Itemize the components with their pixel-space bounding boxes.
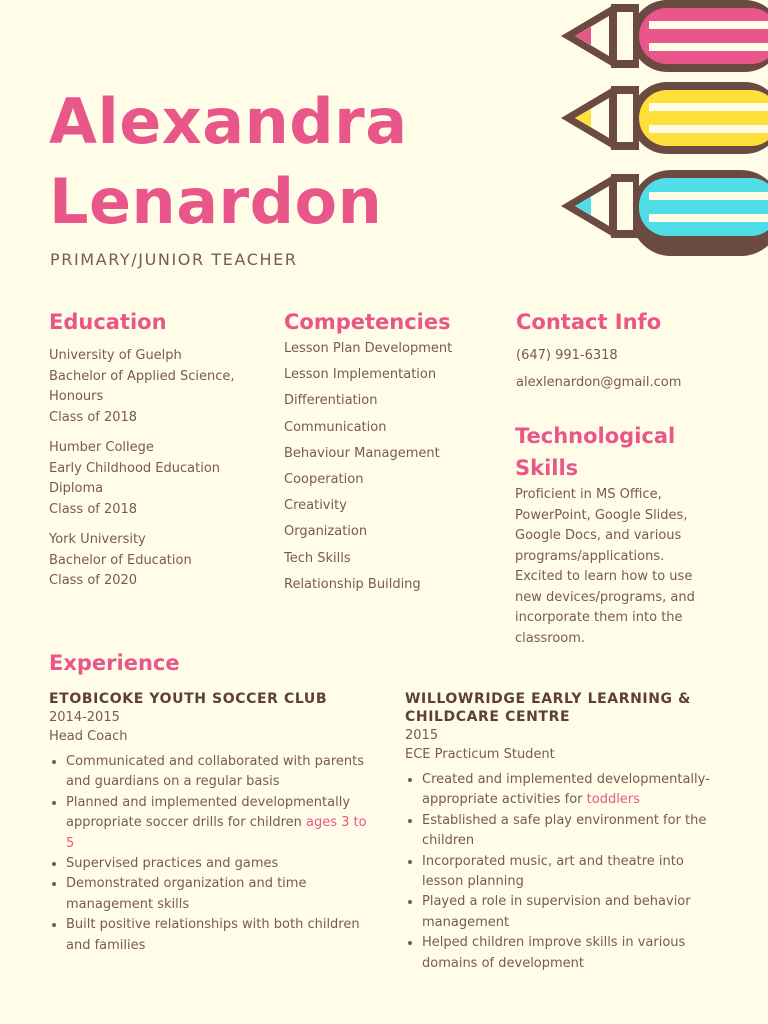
job-years: 2015 [405, 728, 439, 743]
duty-text: Played a role in supervision and behavior management [422, 894, 691, 930]
education-entry [49, 530, 264, 592]
job-duties-list [405, 770, 720, 974]
duty-text: Helped children improve skills in various domains of development [422, 935, 686, 971]
education-line: Class of 2018 [49, 501, 138, 517]
pencil-yellow [561, 82, 768, 154]
contact-heading: Contact Info [516, 310, 662, 334]
duty-item [422, 770, 720, 811]
applicant-name [49, 82, 408, 242]
duty-item [66, 854, 369, 874]
duty-text: Demonstrated organization and time management skills [66, 876, 307, 912]
tech-skills-line: PowerPoint, Google Slides, [515, 507, 688, 523]
job-entry-soccer [49, 690, 369, 956]
duty-item [66, 915, 369, 956]
tech-skills-line: programs/applications. [515, 548, 665, 564]
duty-item [66, 793, 369, 854]
duty-text: Created and implemented developmentally-appropriate activities for [422, 772, 710, 808]
phone-number[interactable]: (647) 991-6318 [516, 348, 618, 363]
duty-text: Established a safe play environment for the children [422, 812, 707, 849]
duty-item [422, 852, 720, 893]
tech-skills-section [515, 420, 745, 649]
education-section [49, 306, 264, 602]
tech-skills-heading [515, 420, 745, 484]
job-years: 2014-2015 [49, 710, 120, 725]
competency-item: Differentiation [284, 393, 378, 409]
duty-item [66, 874, 369, 915]
duty-item [422, 892, 720, 933]
duty-text: Communicated and collaborated with parents and guardians on a regular basis [66, 754, 365, 790]
contact-section [516, 306, 746, 393]
contact-details [516, 346, 746, 393]
competencies-list [284, 339, 499, 601]
job-role-title: PRIMARY/JUNIOR TEACHER [50, 250, 298, 269]
duty-highlight: ages 3 to 5 [66, 815, 367, 851]
competencies-section [284, 306, 499, 601]
education-line: Bachelor of Applied Science, [49, 368, 235, 384]
education-line: Bachelor of Education [49, 552, 192, 568]
education-line: Class of 2018 [49, 409, 138, 425]
duty-item [422, 811, 720, 852]
tech-skills-line: Excited to learn how to use [515, 569, 693, 584]
competency-item: Tech Skills [284, 550, 351, 566]
duty-text: Supervised practices and games [66, 856, 279, 872]
job-entry-willowridge [405, 690, 720, 974]
job-duties-list [49, 752, 369, 956]
education-line: Diploma [49, 481, 104, 496]
email-address[interactable]: alexlenardon@gmail.com [516, 374, 682, 390]
duty-item [66, 752, 369, 793]
competency-item: Cooperation [284, 471, 364, 487]
tech-skills-line: Proficient in MS Office, [515, 487, 662, 502]
job-title-line: WILLOWRIDGE EARLY LEARNING & [405, 691, 691, 707]
experience-heading: Experience [49, 651, 180, 675]
competency-item: Lesson Plan Development [284, 341, 453, 356]
competency-item: Behaviour Management [284, 445, 440, 461]
education-line: Honours [49, 389, 104, 404]
competency-item: Lesson Implementation [284, 367, 437, 383]
competencies-heading: Competencies [284, 310, 451, 334]
duty-text: Planned and implemented developmentally appropriate soccer drills for children [66, 794, 351, 831]
education-entry [49, 346, 264, 428]
education-entry [49, 438, 264, 520]
job-title-line: CHILDCARE CENTRE [405, 709, 571, 725]
duty-item [422, 933, 720, 974]
tech-skills-heading-line: Skills [515, 456, 579, 480]
tech-skills-heading-line: Technological [515, 424, 676, 448]
education-line: Humber College [49, 440, 154, 455]
pencils-icon [553, 0, 768, 269]
job-role: Head Coach [49, 729, 128, 744]
education-line: Class of 2020 [49, 573, 138, 588]
tech-skills-line: new devices/programs, and [515, 589, 695, 605]
education-heading: Education [49, 310, 167, 334]
duty-text: Incorporated music, art and theatre into lesson planning [422, 853, 684, 890]
tech-skills-text [515, 485, 745, 649]
job-role: ECE Practicum Student [405, 747, 555, 762]
pencil-cyan [561, 170, 768, 256]
job-title: ETOBICOKE YOUTH SOCCER CLUB [49, 691, 328, 707]
first-name: Alexandra [49, 85, 408, 158]
last-name: Lenardon [49, 165, 383, 238]
competency-item: Organization [284, 524, 368, 540]
duty-text: Built positive relationships with both children and families [66, 917, 360, 953]
competency-item: Communication [284, 419, 387, 435]
education-line: Early Childhood Education [49, 460, 221, 476]
tech-skills-line: classroom. [515, 630, 586, 646]
job-title [405, 690, 720, 726]
duty-highlight: toddlers [586, 792, 640, 808]
education-line: York University [49, 532, 146, 547]
education-list [49, 346, 264, 592]
competency-item: Relationship Building [284, 576, 421, 592]
pencils-illustration [553, 0, 768, 273]
competency-item: Creativity [284, 498, 347, 514]
education-line: University of Guelph [49, 348, 182, 363]
tech-skills-line: incorporate them into the [515, 610, 683, 625]
tech-skills-line: Google Docs, and various [515, 528, 682, 543]
pencil-pink [561, 0, 768, 72]
